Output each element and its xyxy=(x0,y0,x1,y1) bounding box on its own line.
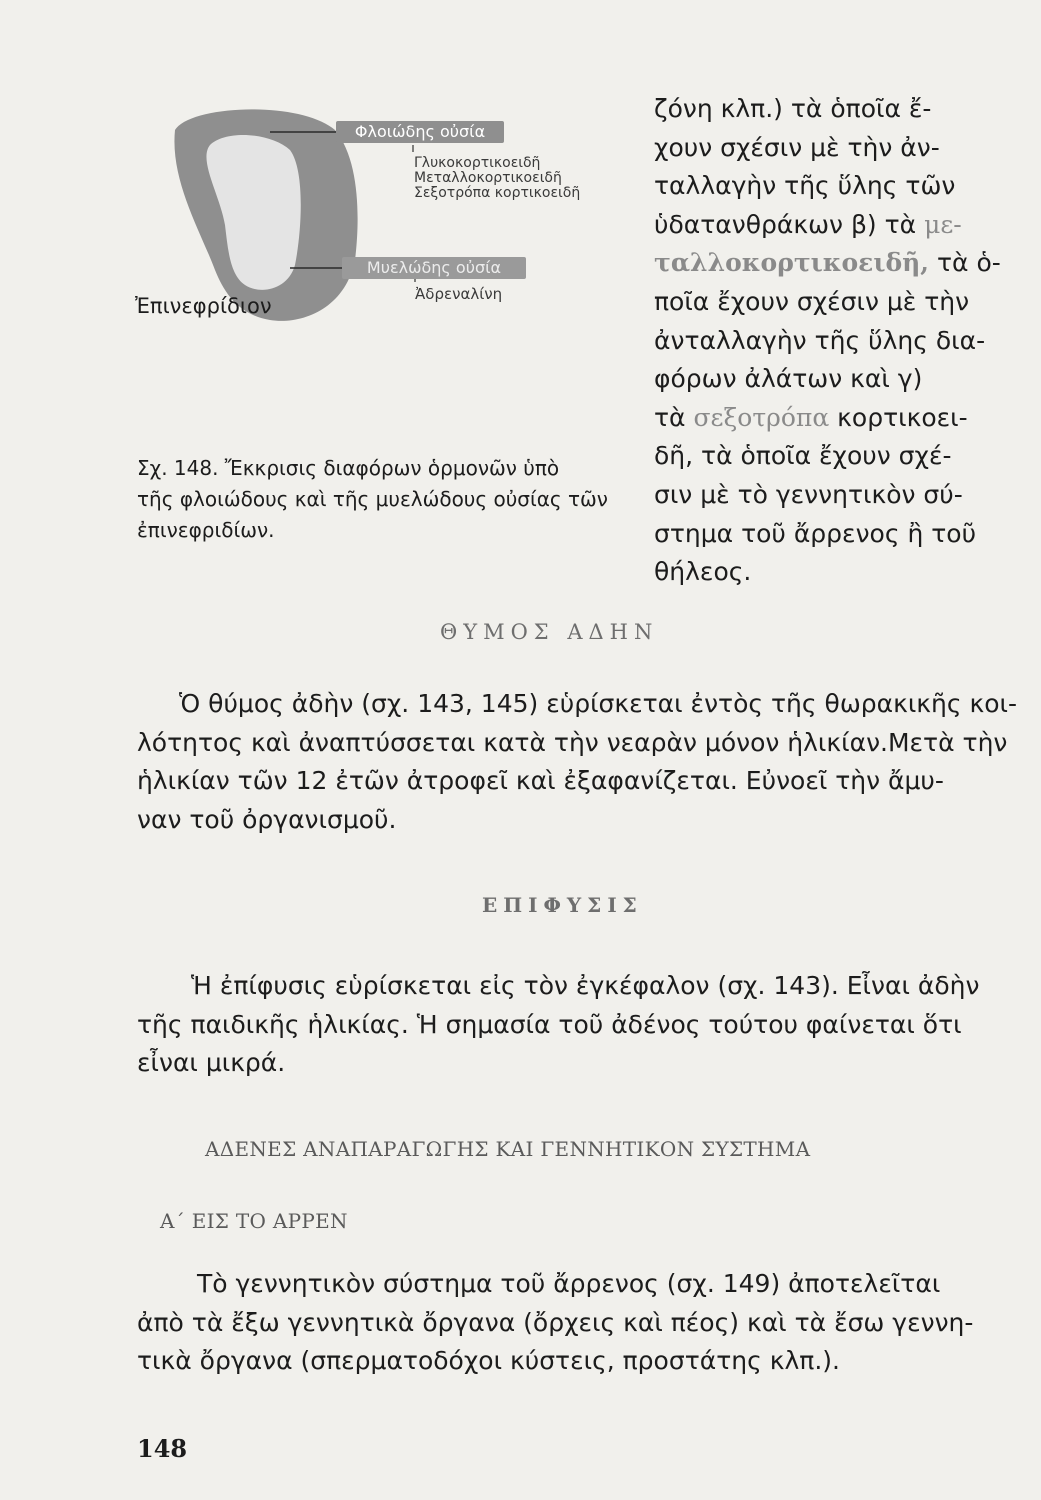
reproductive-heading: ΑΔΕΝΕΣ ΑΝΑΠΑΡΑΓΩΓΗΣ ΚΑΙ ΓΕΝΝΗΤΙΚΟΝ ΣΥΣΤΗΜΑ xyxy=(205,1137,811,1161)
thymus-line-3: ἡλικίαν τῶν 12 ἐτῶν ἀτροφεῖ καὶ ἐξαφανίζεται. Εὐνοεῖ τὴν ἄμυ- xyxy=(137,766,944,795)
right-line-4: ὑδατανθράκων β) τὰ με- xyxy=(654,209,962,239)
sex-term: σεξοτρόπα xyxy=(693,402,830,432)
right-line-7: ἀνταλλαγὴν τῆς ὕλης δια- xyxy=(654,325,986,355)
hormone-mineralocorticoids: Μεταλλοκορτικοειδῆ xyxy=(414,170,562,186)
medulla-label: Μυελώδης οὐσία xyxy=(366,258,502,277)
figure-caption xyxy=(137,453,627,546)
reproductive-line-1: Τὸ γεννητικὸν σύστημα τοῦ ἄρρενος (σχ. 149) ἀποτελεῖται xyxy=(197,1269,941,1298)
cortex-label-box xyxy=(336,121,504,143)
page-number: 148 xyxy=(137,1434,188,1463)
figure-adrenal-diagram xyxy=(130,100,630,330)
right-line-6: ποῖα ἔχουν σχέσιν μὲ τὴν xyxy=(654,286,970,316)
right-line-3: ταλλαγὴν τῆς ὕλης τῶν xyxy=(654,171,956,201)
right-line-12: στημα τοῦ ἄρρενος ἢ τοῦ xyxy=(654,518,977,548)
epiphysis-heading: ΕΠΙΦΥΣΙΣ xyxy=(482,893,643,917)
thymus-line-4: ναν τοῦ ὀργανισμοῦ. xyxy=(137,804,397,834)
caption-line-2: τῆς φλοιώδους καὶ τῆς μυελώδους οὐσίας τῶν xyxy=(137,487,608,511)
cortex-label: Φλοιώδης οὐσία xyxy=(354,122,486,141)
right-line-8: φόρων ἀλάτων καὶ γ) xyxy=(654,364,923,394)
epiphysis-line-1: Ἡ ἐπίφυσις εὑρίσκεται εἰς τὸν ἐγκέφαλον (σχ. 143). Εἶναι ἀδὴν xyxy=(191,971,980,1000)
reproductive-line-2: ἀπὸ τὰ ἔξω γεννητικὰ ὄργανα (ὄρχεις καὶ πέος) καὶ τὰ ἔσω γεννη- xyxy=(137,1307,974,1337)
thymus-heading: ΘΥΜΟΣ ΑΔΗΝ xyxy=(440,620,659,644)
gland-label: Ἐπινεφρίδιον xyxy=(135,294,272,318)
mineralo-term-start: με- xyxy=(924,209,962,239)
mineralo-term: ταλλοκορτικοειδῆ, xyxy=(654,248,930,278)
right-line-9: τὰ σεξοτρόπα κορτικοει- xyxy=(654,402,968,432)
epiphysis-line-3: εἶναι μικρά. xyxy=(137,1048,286,1077)
epiphysis-line-2: τῆς παιδικῆς ἡλικίας. Ἡ σημασία τοῦ ἀδένος τούτου φαίνεται ὅτι xyxy=(137,1009,962,1039)
caption-line-1: Σχ. 148. Ἔκκρισις διαφόρων ὁρμονῶν ὑπὸ xyxy=(137,456,560,480)
right-line-10: δῆ, τὰ ὁποῖα ἔχουν σχέ- xyxy=(654,441,952,471)
hormone-sex-corticoids: Σεξοτρόπα κορτικοειδῆ xyxy=(414,185,581,201)
reproductive-paragraph xyxy=(137,1265,993,1381)
right-line-2: χουν σχέσιν μὲ τὴν ἀν- xyxy=(654,132,940,162)
thymus-line-2: λότητος καὶ ἀναπτύσσεται κατὰ τὴν νεαρὰν μόνον ἡλικίαν.Μετὰ τὴν xyxy=(137,727,1008,757)
right-column-text xyxy=(654,90,1001,592)
hormone-glucocorticoids: Γλυκοκορτικοειδῆ xyxy=(414,155,541,171)
reproductive-line-3: τικὰ ὄργανα (σπερματοδόχοι κύστεις, προστάτης κλπ.). xyxy=(137,1346,840,1375)
right-line-5: ταλλοκορτικοειδῆ, τὰ ὁ- xyxy=(654,248,1001,278)
right-line-13: θήλεος. xyxy=(654,557,752,587)
male-subheading: Α΄ ΕΙΣ ΤΟ ΑΡΡΕΝ xyxy=(160,1209,348,1233)
medulla-label-box xyxy=(342,257,526,279)
right-line-11: σιν μὲ τὸ γεννητικὸν σύ- xyxy=(654,479,963,509)
adrenaline-label: Ἀδρεναλίνη xyxy=(415,285,503,303)
epiphysis-paragraph xyxy=(137,967,993,1083)
caption-line-3: ἐπινεφριδίων. xyxy=(137,518,275,542)
thymus-line-1: Ὁ θύμος ἀδὴν (σχ. 143, 145) εὑρίσκεται ἐντὸς τῆς θωρακικῆς κοι- xyxy=(179,689,1018,718)
thymus-paragraph xyxy=(137,685,1018,839)
hormone-list xyxy=(414,156,580,201)
right-line-1: ζόνη κλπ.) τὰ ὁποῖα ἔ- xyxy=(654,94,932,123)
